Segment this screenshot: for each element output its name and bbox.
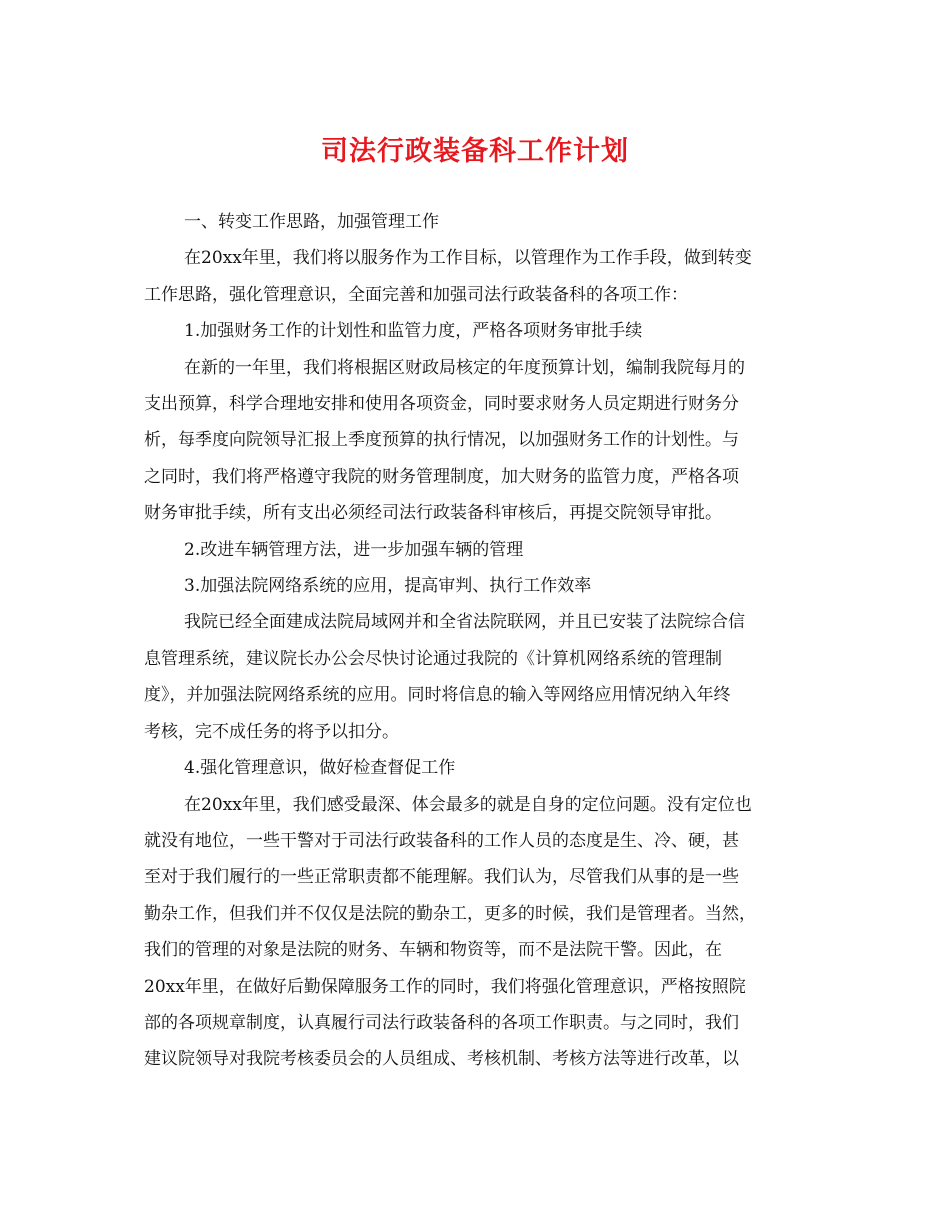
paragraph-line: 工作思路，强化管理意识，全面完善和加强司法行政装备科的各项工作：: [144, 284, 688, 305]
paragraph: [144, 313, 810, 349]
paragraph-line: 我院已经全面建成法院局域网并和全省法院联网，并且已安装了法院综合信: [184, 612, 745, 633]
paragraph-line: 就没有地位，一些干警对于司法行政装备科的工作人员的态度是生、冷、硬，甚: [144, 830, 739, 851]
paragraph: [144, 204, 810, 240]
document-title: 司法行政装备科工作计划: [321, 136, 629, 167]
paragraph: [144, 532, 810, 568]
paragraph-line: 3.加强法院网络系统的应用，提高审判、执行工作效率: [184, 576, 592, 597]
paragraph-line: 财务审批手续，所有支出必须经司法行政装备科审核后，再提交院领导审批。: [144, 503, 722, 524]
paragraph-line: 我们的管理的对象是法院的财务、车辆和物资等，而不是法院干警。因此，在: [144, 940, 722, 961]
paragraph-line: 在20xx年里，我们将以服务作为工作目标，以管理作为工作手段，做到转变: [184, 248, 752, 269]
paragraph: [144, 604, 810, 750]
paragraph-line: 度》，并加强法院网络系统的应用。同时将信息的输入等网络应用情况纳入年终: [144, 685, 731, 706]
paragraph: [144, 350, 810, 532]
paragraph-line: 一、转变工作思路，加强管理工作: [184, 212, 439, 232]
paragraph-line: 勤杂工作，但我们并不仅仅是法院的勤杂工，更多的时候，我们是管理者。当然，: [144, 903, 756, 924]
paragraph-line: 建议院领导对我院考核委员会的人员组成、考核机制、考核方法等进行改革，以: [144, 1049, 739, 1070]
paragraph: [144, 787, 810, 1078]
paragraph-line: 支出预算，科学合理地安排和使用各项资金，同时要求财务人员定期进行财务分: [144, 394, 739, 415]
paragraph: [144, 240, 810, 313]
paragraph-line: 20xx年里，在做好后勤保障服务工作的同时，我们将强化管理意识，严格按照院: [144, 976, 746, 997]
paragraph: [144, 750, 810, 786]
paragraph-line: 在20xx年里，我们感受最深、体会最多的就是自身的定位问题。没有定位也: [184, 794, 752, 815]
paragraph-line: 至对于我们履行的一些正常职责都不能理解。我们认为，尽管我们从事的是一些: [144, 867, 739, 888]
paragraph: [144, 568, 810, 604]
paragraph-line: 部的各项规章制度，认真履行司法行政装备科的各项工作职责。与之同时，我们: [144, 1012, 739, 1033]
paragraph-line: 2.改进车辆管理方法，进一步加强车辆的管理: [184, 539, 524, 560]
paragraph-line: 息管理系统，建议院长办公会尽快讨论通过我院的《计算机网络系统的管理制: [144, 648, 722, 669]
paragraph-line: 考核，完不成任务的将予以扣分。: [144, 721, 399, 742]
paragraph-line: 在新的一年里，我们将根据区财政局核定的年度预算计划，编制我院每月的: [184, 357, 745, 378]
paragraph-line: 1.加强财务工作的计划性和监管力度，严格各项财务审批手续: [184, 321, 643, 342]
paragraph-line: 之同时，我们将严格遵守我院的财务管理制度，加大财务的监管力度，严格各项: [144, 466, 739, 487]
document-body: [144, 204, 810, 1078]
paragraph-line: 析，每季度向院领导汇报上季度预算的执行情况，以加强财务工作的计划性。与: [144, 430, 739, 451]
paragraph-line: 4.强化管理意识，做好检查督促工作: [184, 758, 456, 779]
